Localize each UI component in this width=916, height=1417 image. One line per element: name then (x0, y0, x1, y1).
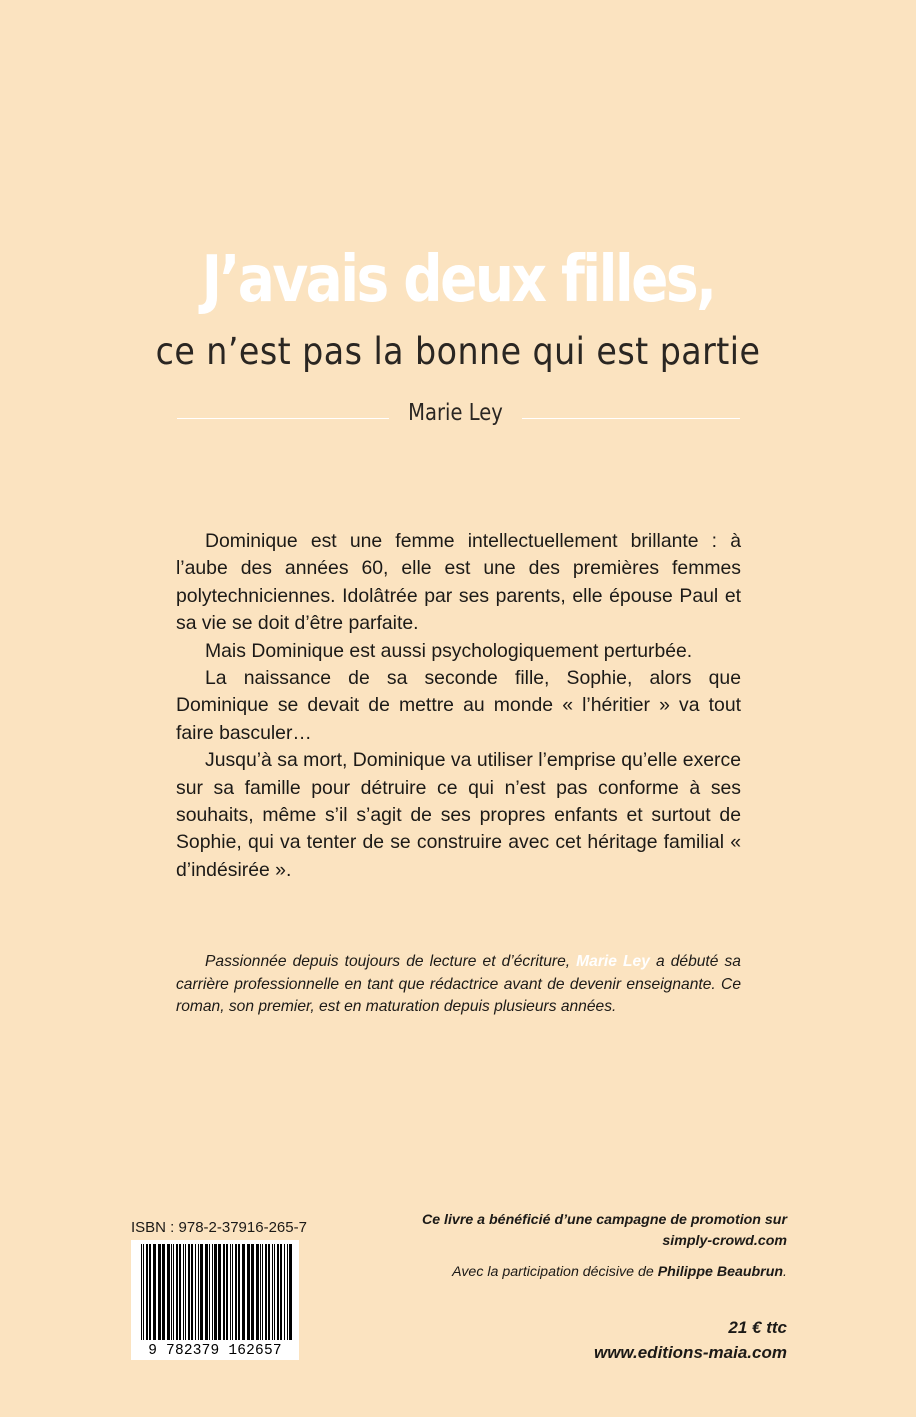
divider-right (522, 418, 740, 419)
author-bio (176, 951, 741, 1019)
barcode-bar (280, 1244, 282, 1340)
barcode-bar (153, 1244, 156, 1340)
book-subtitle: ce n’est pas la bonne qui est partie (155, 330, 761, 373)
bio-author-name: Marie Ley (576, 953, 650, 970)
price: 21 € ttc (728, 1318, 787, 1337)
barcode-bar (146, 1244, 148, 1340)
barcode-bar (284, 1244, 285, 1340)
author-row (177, 398, 740, 438)
barcode-bar (167, 1244, 170, 1340)
barcode-bar (185, 1244, 186, 1340)
book-title: J’avais deux filles, (201, 243, 715, 317)
blurb-paragraph: La naissance de sa seconde fille, Sophie, alors que Dominique se devait de mettre au monde « l’héritier » va tout faire basculer… (176, 667, 741, 744)
promotion-note (367, 1210, 787, 1252)
credit-line (367, 1264, 787, 1280)
barcode-bar (251, 1244, 254, 1340)
barcode-bar (173, 1244, 174, 1340)
barcode-bar (268, 1244, 270, 1340)
blurb-paragraph: Mais Dominique est aussi psychologiquement perturbée. (205, 639, 693, 662)
isbn-label: ISBN : 978-2-37916-265-7 (131, 1219, 307, 1236)
barcode-bar (274, 1244, 275, 1340)
divider-left (177, 418, 389, 419)
barcode-bar (232, 1244, 233, 1340)
credit-name: Philippe Beaubrun (657, 1264, 784, 1280)
barcode-bar (195, 1244, 196, 1340)
blurb-paragraph: Jusqu’à sa mort, Dominique va utiliser l’emprise qu’elle exerce sur sa famille pour détruire ce qui n’est pas conforme à ses souhaits, même s’il s’agit de ses propres enfants et surtout de Sophie, qui va tenter de se construire avec cet héritage familial « d’indésirée ». (176, 749, 741, 881)
barcode-bar (242, 1244, 245, 1340)
barcode-bar (265, 1244, 267, 1340)
barcode-bars (131, 1240, 299, 1344)
barcode-bar (214, 1244, 217, 1340)
publisher-website: www.editions-maia.com (593, 1343, 787, 1362)
barcode-bar (149, 1244, 151, 1340)
barcode-bar (188, 1244, 190, 1340)
barcode-bar (212, 1244, 213, 1340)
promotion-site: simply-crowd.com (662, 1233, 787, 1249)
barcode-bar (260, 1244, 261, 1340)
author-name: Marie Ley (408, 400, 503, 426)
barcode-bar (171, 1244, 172, 1340)
barcode-bar (158, 1244, 161, 1340)
credit-prefix: Avec la participation décisive de (452, 1264, 658, 1280)
barcode-bar (272, 1244, 273, 1340)
barcode-bar (200, 1244, 203, 1340)
barcode-bar (191, 1244, 193, 1340)
barcode-bar (235, 1244, 237, 1340)
barcode-bar (289, 1244, 292, 1340)
barcode-bar (198, 1244, 199, 1340)
barcode-bar (176, 1244, 178, 1340)
barcode-bar (247, 1244, 250, 1340)
barcode-bar (223, 1244, 225, 1340)
barcode-bar (209, 1244, 210, 1340)
bio-text-before: Passionnée depuis toujours de lecture et d’écriture, (205, 953, 577, 970)
bio-text-after: a débuté sa carrière professionnelle en tant que rédactrice avant de devenir enseignante. Ce roman, son premier, est en maturation depuis plusieurs années. (176, 953, 741, 1015)
barcode-bar (226, 1244, 228, 1340)
barcode-bar (238, 1244, 240, 1340)
barcode-bar (183, 1244, 184, 1340)
credit-suffix: . (783, 1264, 787, 1280)
barcode-bar (218, 1244, 221, 1340)
promotion-line: Ce livre a bénéficié d’une campagne de promotion sur (421, 1212, 787, 1228)
barcode-bar (262, 1244, 263, 1340)
barcode-bar (230, 1244, 231, 1340)
barcode (131, 1240, 299, 1360)
barcode-bar (141, 1244, 142, 1340)
barcode-bar (205, 1244, 208, 1340)
blurb-paragraph: Dominique est une femme intellectuellement brillante : à l’aube des années 60, elle est une des premières femmes polytechniciennes. Idolâtrée par ses parents, elle épouse Paul et sa vie se doit d’être parfaite. (176, 530, 741, 635)
barcode-bar (277, 1244, 279, 1340)
barcode-bar (162, 1244, 165, 1340)
barcode-bar (287, 1244, 288, 1340)
barcode-bar (256, 1244, 259, 1340)
barcode-digits: 9 782379 162657 (131, 1343, 299, 1359)
barcode-bar (143, 1244, 144, 1340)
barcode-bar (179, 1244, 181, 1340)
back-cover-blurb (176, 528, 741, 884)
